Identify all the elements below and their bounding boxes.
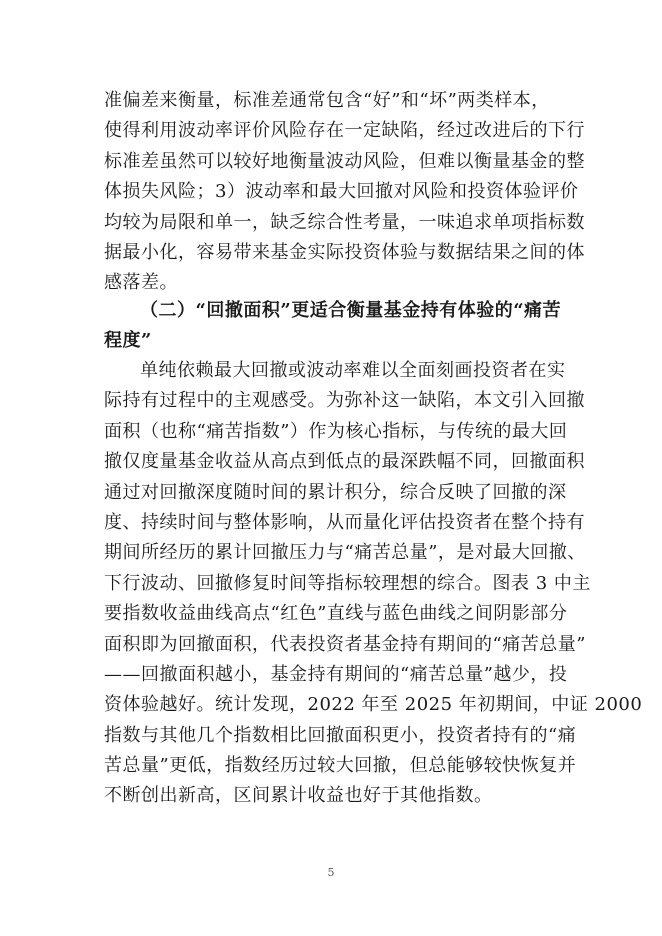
text-line: 体损失风险；3）波动率和最大回撤对风险和投资体验评价: [104, 181, 579, 203]
text-line: 通过对回撤深度随时间的累计积分，综合反映了回撤的深: [104, 481, 567, 503]
text-line: 不断创出新高，区间累计收益也好于其他指数。: [104, 785, 493, 807]
text-line: 准偏差来衡量，标准差通常包含“好”和“坏”两类样本，: [104, 90, 550, 111]
heading-line: （二）“回撤面积”更适合衡量基金持有体验的“痛苦: [140, 300, 562, 321]
text-line: ——回撤面积越小，基金持有期间的“痛苦总量”越少，投: [104, 663, 568, 685]
text-line: 标准差虽然可以较好地衡量波动风险，但难以衡量基金的整: [104, 150, 585, 172]
text-line: 面积（也称“痛苦指数”）作为核心指标，与传统的最大回: [104, 420, 568, 442]
text-line: 面积即为回撤面积，代表投资者基金持有期间的“痛苦总量”: [104, 633, 586, 655]
text-line: 使得利用波动率评价风险存在一定缺陷，经过改进后的下行: [104, 120, 585, 142]
text-line: 度、持续时间与整体影响，从而量化评估投资者在整个持有: [104, 511, 585, 533]
text-line: 撤仅度量基金收益从高点到低点的最深跌幅不同，回撤面积: [104, 451, 585, 473]
page-number: 5: [327, 866, 335, 879]
text-line: 单纯依赖最大回撤或波动率难以全面刻画投资者在实: [140, 360, 566, 381]
text-line: 感落差。: [104, 272, 178, 294]
text-line: 要指数收益曲线高点“红色”直线与蓝色曲线之间阴影部分: [104, 603, 568, 625]
heading-line: 程度”: [104, 330, 152, 352]
paragraph-risk-measures: [104, 86, 585, 299]
text-line: 期间所经历的累计回撤压力与“痛苦总量”，是对最大回撤、: [104, 542, 586, 564]
text-line: 据最小化，容易带来基金实际投资体验与数据结果之间的体: [104, 241, 585, 263]
paragraph-drawdown-area: [104, 356, 643, 812]
section-heading: [104, 296, 560, 357]
text-line: 均较为局限和单一，缺乏综合性考量，一味追求单项指标数: [104, 211, 585, 233]
text-line: 苦总量”更低，指数经历过较大回撤，但总能够较快恢复并: [104, 755, 577, 777]
text-line: 际持有过程中的主观感受。为弥补这一缺陷，本文引入回撤: [104, 390, 585, 412]
text-line: 指数与其他几个指数相比回撤面积更小，投资者持有的“痛: [104, 724, 577, 746]
text-line: 资体验越好。统计发现，2022 年至 2025 年初期间，中证 2000: [104, 694, 643, 716]
text-line: 下行波动、回撤修复时间等指标较理想的综合。图表 3 中主: [104, 572, 591, 594]
